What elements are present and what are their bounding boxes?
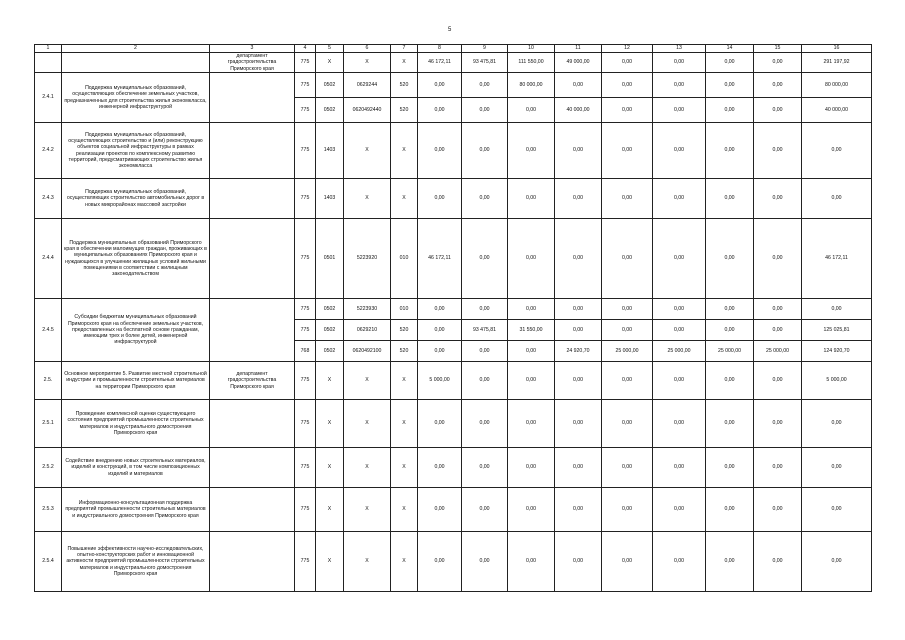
value-cell: 0,00	[508, 219, 555, 299]
value-cell: X	[391, 53, 418, 73]
value-cell: 0,00	[706, 123, 754, 179]
value-cell: 0,00	[754, 73, 802, 98]
value-cell: X	[391, 362, 418, 400]
measure-name: Проведение комплексной оценки существующего состояния предприятий промышленности строительных материалов и индустриального домостроения Приморского края	[62, 400, 210, 448]
value-cell: 0,00	[754, 53, 802, 73]
value-cell: 0,00	[802, 179, 872, 219]
column-header: 4	[295, 45, 316, 53]
value-cell: 0,00	[508, 400, 555, 448]
value-cell: 0629210	[344, 320, 391, 341]
value-cell: 0,00	[706, 362, 754, 400]
column-header: 16	[802, 45, 872, 53]
value-cell: 0,00	[462, 219, 508, 299]
value-cell: X	[316, 448, 344, 488]
table-row	[35, 362, 872, 400]
row-index: 2.5.1	[35, 400, 62, 448]
value-cell: 5 000,00	[418, 362, 462, 400]
value-cell: 0,00	[418, 73, 462, 98]
value-cell: 775	[295, 400, 316, 448]
measure-name: Поддержка муниципальных образований, осуществляющих обеспечение земельных участков, предназначенных для строительства жилья экономкласса, инженерной инфраструктурой	[62, 73, 210, 123]
value-cell: 775	[295, 448, 316, 488]
table-row	[35, 123, 872, 179]
measure-name: Субсидии бюджетам муниципальных образований Приморского края на обеспечение земельных участков, предоставленных на бесплатной основе гражданам, имеющим трех и более детей, инженерной инфраструктурой	[62, 299, 210, 362]
value-cell: 0,00	[418, 299, 462, 320]
value-cell: 0,00	[555, 488, 602, 532]
value-cell: 0,00	[754, 488, 802, 532]
value-cell: 0,00	[555, 448, 602, 488]
value-cell: 0,00	[508, 341, 555, 362]
row-index: 2.4.2	[35, 123, 62, 179]
value-cell: 0,00	[462, 179, 508, 219]
value-cell: 0,00	[462, 448, 508, 488]
value-cell: 24 920,70	[555, 341, 602, 362]
value-cell: 0,00	[418, 179, 462, 219]
value-cell: 0,00	[602, 179, 653, 219]
value-cell: 0,00	[555, 299, 602, 320]
responsible-executor	[210, 123, 295, 179]
column-header: 13	[653, 45, 706, 53]
table-row	[35, 532, 872, 592]
value-cell: 0,00	[802, 488, 872, 532]
value-cell: 0502	[316, 73, 344, 98]
value-cell: 0,00	[706, 98, 754, 123]
value-cell: 0,00	[418, 320, 462, 341]
value-cell: 0,00	[706, 73, 754, 98]
value-cell: 0,00	[653, 400, 706, 448]
column-header: 6	[344, 45, 391, 53]
value-cell: 0,00	[508, 362, 555, 400]
value-cell: 0,00	[602, 448, 653, 488]
value-cell: 49 000,00	[555, 53, 602, 73]
value-cell: 0,00	[653, 532, 706, 592]
value-cell: 0,00	[555, 400, 602, 448]
value-cell: X	[344, 53, 391, 73]
value-cell: 0,00	[706, 179, 754, 219]
value-cell: 0,00	[653, 73, 706, 98]
table-row	[35, 179, 872, 219]
value-cell: 0502	[316, 98, 344, 123]
value-cell: 775	[295, 98, 316, 123]
value-cell: 0,00	[508, 532, 555, 592]
value-cell: 0,00	[802, 532, 872, 592]
table-row	[35, 73, 872, 98]
value-cell: 111 550,00	[508, 53, 555, 73]
value-cell: 0,00	[653, 219, 706, 299]
row-index: 2.5.2	[35, 448, 62, 488]
value-cell: 25 000,00	[706, 341, 754, 362]
row-index: 2.5.4	[35, 532, 62, 592]
value-cell: 0620492440	[344, 98, 391, 123]
value-cell: 0502	[316, 320, 344, 341]
value-cell: 0,00	[602, 488, 653, 532]
column-header: 3	[210, 45, 295, 53]
measure-name: Поддержка муниципальных образований, осуществляющих строительство автомобильных дорог в новых микрорайонах массовой застройки	[62, 179, 210, 219]
value-cell: 0,00	[754, 299, 802, 320]
value-cell: 0,00	[555, 73, 602, 98]
value-cell: 0,00	[754, 400, 802, 448]
value-cell: 0,00	[462, 123, 508, 179]
value-cell: 520	[391, 341, 418, 362]
value-cell: 0,00	[555, 179, 602, 219]
measure-name: Содействие внедрению новых строительных материалов, изделий и конструкций, в том числе композиционных изделий и материалов	[62, 448, 210, 488]
value-cell: 0,00	[418, 488, 462, 532]
value-cell: X	[344, 362, 391, 400]
value-cell: 775	[295, 488, 316, 532]
column-header: 9	[462, 45, 508, 53]
value-cell: 0,00	[602, 123, 653, 179]
value-cell: 0,00	[653, 299, 706, 320]
responsible-executor	[210, 488, 295, 532]
value-cell: 520	[391, 98, 418, 123]
value-cell: 0,00	[418, 400, 462, 448]
value-cell: 0,00	[653, 362, 706, 400]
row-index: 2.5.	[35, 362, 62, 400]
value-cell: X	[316, 53, 344, 73]
value-cell: 0,00	[706, 299, 754, 320]
value-cell: 768	[295, 341, 316, 362]
value-cell: 775	[295, 73, 316, 98]
value-cell: 0,00	[508, 98, 555, 123]
value-cell: 0,00	[706, 488, 754, 532]
value-cell: X	[316, 362, 344, 400]
value-cell: 520	[391, 73, 418, 98]
value-cell: 775	[295, 532, 316, 592]
value-cell: 46 172,11	[802, 219, 872, 299]
measure-name: Поддержка муниципальных образований, осуществляющих строительство и (или) реконструкцию объектов социальной инфраструктуры в рамках реализации проектов по комплексному развитию территорий, предусматривающих строительство жилья экономкласса	[62, 123, 210, 179]
value-cell: 0,00	[555, 219, 602, 299]
measure-name	[62, 53, 210, 73]
responsible-executor	[210, 73, 295, 123]
responsible-executor: департамент градостроительства Приморского края	[210, 362, 295, 400]
value-cell: 1403	[316, 179, 344, 219]
value-cell: 31 550,00	[508, 320, 555, 341]
value-cell: X	[391, 488, 418, 532]
value-cell: 0,00	[653, 179, 706, 219]
column-header: 1	[35, 45, 62, 53]
value-cell: 0620492100	[344, 341, 391, 362]
column-header: 8	[418, 45, 462, 53]
value-cell: 775	[295, 53, 316, 73]
value-cell: 775	[295, 362, 316, 400]
table-row	[35, 53, 872, 73]
value-cell: 0,00	[418, 532, 462, 592]
value-cell: 0,00	[706, 320, 754, 341]
value-cell: 40 000,00	[802, 98, 872, 123]
value-cell: X	[391, 400, 418, 448]
value-cell: 0,00	[754, 320, 802, 341]
column-header: 7	[391, 45, 418, 53]
value-cell: 0,00	[602, 320, 653, 341]
value-cell: 0,00	[555, 320, 602, 341]
value-cell: 0,00	[555, 362, 602, 400]
responsible-executor	[210, 400, 295, 448]
value-cell: 0,00	[555, 123, 602, 179]
row-index: 2.4.5	[35, 299, 62, 362]
value-cell: 520	[391, 320, 418, 341]
row-index: 2.4.1	[35, 73, 62, 123]
table-row	[35, 400, 872, 448]
value-cell: X	[316, 488, 344, 532]
value-cell: 775	[295, 179, 316, 219]
value-cell: 0,00	[462, 299, 508, 320]
value-cell: 0501	[316, 219, 344, 299]
measure-name: Основное мероприятие 5. Развитие местной строительной индустрии и промышленности строительных материалов на территории Приморского края	[62, 362, 210, 400]
responsible-executor	[210, 219, 295, 299]
value-cell: 0,00	[802, 123, 872, 179]
value-cell: 0,00	[802, 299, 872, 320]
value-cell: 0,00	[653, 98, 706, 123]
value-cell: 0,00	[418, 98, 462, 123]
value-cell: 0,00	[602, 299, 653, 320]
page-number: 5	[448, 27, 452, 33]
responsible-executor	[210, 179, 295, 219]
value-cell: 25 000,00	[602, 341, 653, 362]
value-cell: 0,00	[754, 98, 802, 123]
value-cell: 0629244	[344, 73, 391, 98]
value-cell: 0,00	[653, 320, 706, 341]
row-index	[35, 53, 62, 73]
value-cell: 775	[295, 219, 316, 299]
responsible-executor	[210, 532, 295, 592]
value-cell: 0,00	[418, 448, 462, 488]
value-cell: 0,00	[508, 123, 555, 179]
value-cell: 0,00	[602, 362, 653, 400]
value-cell: 0,00	[706, 532, 754, 592]
value-cell: X	[344, 179, 391, 219]
value-cell: 0,00	[462, 362, 508, 400]
value-cell: 0,00	[602, 219, 653, 299]
value-cell: 0,00	[706, 400, 754, 448]
value-cell: 0,00	[602, 73, 653, 98]
value-cell: 0,00	[754, 362, 802, 400]
value-cell: 775	[295, 299, 316, 320]
value-cell: 0,00	[462, 400, 508, 448]
table-row	[35, 448, 872, 488]
value-cell: 0,00	[802, 400, 872, 448]
value-cell: 80 000,00	[508, 73, 555, 98]
responsible-executor	[210, 299, 295, 362]
value-cell: X	[316, 532, 344, 592]
value-cell: 25 000,00	[754, 341, 802, 362]
value-cell: 0,00	[602, 532, 653, 592]
value-cell: 46 172,11	[418, 219, 462, 299]
table-row	[35, 488, 872, 532]
value-cell: X	[344, 488, 391, 532]
responsible-executor: департамент градостроительства Приморского края	[210, 53, 295, 73]
row-index: 2.5.3	[35, 488, 62, 532]
value-cell: 0502	[316, 299, 344, 320]
value-cell: 0,00	[602, 98, 653, 123]
column-header: 15	[754, 45, 802, 53]
value-cell: 0,00	[555, 532, 602, 592]
value-cell: 0,00	[653, 123, 706, 179]
value-cell: 010	[391, 299, 418, 320]
value-cell: 0,00	[462, 73, 508, 98]
budget-table	[34, 44, 872, 592]
value-cell: 0,00	[754, 123, 802, 179]
table-body	[35, 53, 872, 592]
value-cell: 0,00	[706, 448, 754, 488]
value-cell: 0,00	[462, 98, 508, 123]
value-cell: 124 920,70	[802, 341, 872, 362]
responsible-executor	[210, 448, 295, 488]
measure-name: Информационно-консультационная поддержка предприятий промышленности строительных материалов и индустриального домостроения Приморского края	[62, 488, 210, 532]
value-cell: 0,00	[754, 179, 802, 219]
value-cell: X	[344, 532, 391, 592]
header-row	[35, 45, 872, 53]
value-cell: 0,00	[706, 219, 754, 299]
value-cell: 93 475,81	[462, 53, 508, 73]
value-cell: 0,00	[602, 53, 653, 73]
column-header: 14	[706, 45, 754, 53]
value-cell: X	[391, 179, 418, 219]
value-cell: 291 197,92	[802, 53, 872, 73]
value-cell: 25 000,00	[653, 341, 706, 362]
measure-name: Повышение эффективности научно-исследовательских, опытно-конструкторских работ и инновационной активности предприятий промышленности строительных материалов и индустриального домостроения Приморского края	[62, 532, 210, 592]
value-cell: 46 172,11	[418, 53, 462, 73]
table-row	[35, 299, 872, 320]
table-row	[35, 219, 872, 299]
value-cell: 0,00	[653, 53, 706, 73]
value-cell: 0,00	[462, 488, 508, 532]
value-cell: 0,00	[418, 341, 462, 362]
column-header: 12	[602, 45, 653, 53]
value-cell: 0,00	[754, 219, 802, 299]
value-cell: 0,00	[802, 448, 872, 488]
value-cell: 0,00	[653, 488, 706, 532]
column-header: 5	[316, 45, 344, 53]
value-cell: 0,00	[462, 341, 508, 362]
value-cell: 0,00	[653, 448, 706, 488]
value-cell: 0,00	[508, 299, 555, 320]
measure-name: Поддержка муниципальных образований Приморского края в обеспечении малоимущих граждан, проживающих в муниципальных образованиях Приморского края и нуждающихся в улучшении жилищных условий жильными помещениями в соответствии с жилищным законодательством	[62, 219, 210, 299]
value-cell: 0,00	[508, 448, 555, 488]
value-cell: 5223930	[344, 299, 391, 320]
value-cell: 0,00	[602, 400, 653, 448]
value-cell: 010	[391, 219, 418, 299]
value-cell: X	[391, 448, 418, 488]
value-cell: 0,00	[508, 179, 555, 219]
value-cell: X	[316, 400, 344, 448]
value-cell: X	[344, 400, 391, 448]
value-cell: 0,00	[508, 488, 555, 532]
value-cell: 0,00	[754, 448, 802, 488]
row-index: 2.4.3	[35, 179, 62, 219]
value-cell: X	[344, 123, 391, 179]
value-cell: 80 000,00	[802, 73, 872, 98]
value-cell: X	[344, 448, 391, 488]
value-cell: 1403	[316, 123, 344, 179]
column-header: 11	[555, 45, 602, 53]
value-cell: 0,00	[418, 123, 462, 179]
value-cell: 0,00	[754, 532, 802, 592]
value-cell: 40 000,00	[555, 98, 602, 123]
value-cell: 775	[295, 320, 316, 341]
value-cell: 5 000,00	[802, 362, 872, 400]
value-cell: 0,00	[462, 532, 508, 592]
value-cell: 125 025,81	[802, 320, 872, 341]
row-index: 2.4.4	[35, 219, 62, 299]
column-header: 2	[62, 45, 210, 53]
value-cell: 775	[295, 123, 316, 179]
value-cell: X	[391, 123, 418, 179]
value-cell: 0502	[316, 341, 344, 362]
value-cell: X	[391, 532, 418, 592]
value-cell: 5223920	[344, 219, 391, 299]
value-cell: 93 475,81	[462, 320, 508, 341]
column-header: 10	[508, 45, 555, 53]
value-cell: 0,00	[706, 53, 754, 73]
